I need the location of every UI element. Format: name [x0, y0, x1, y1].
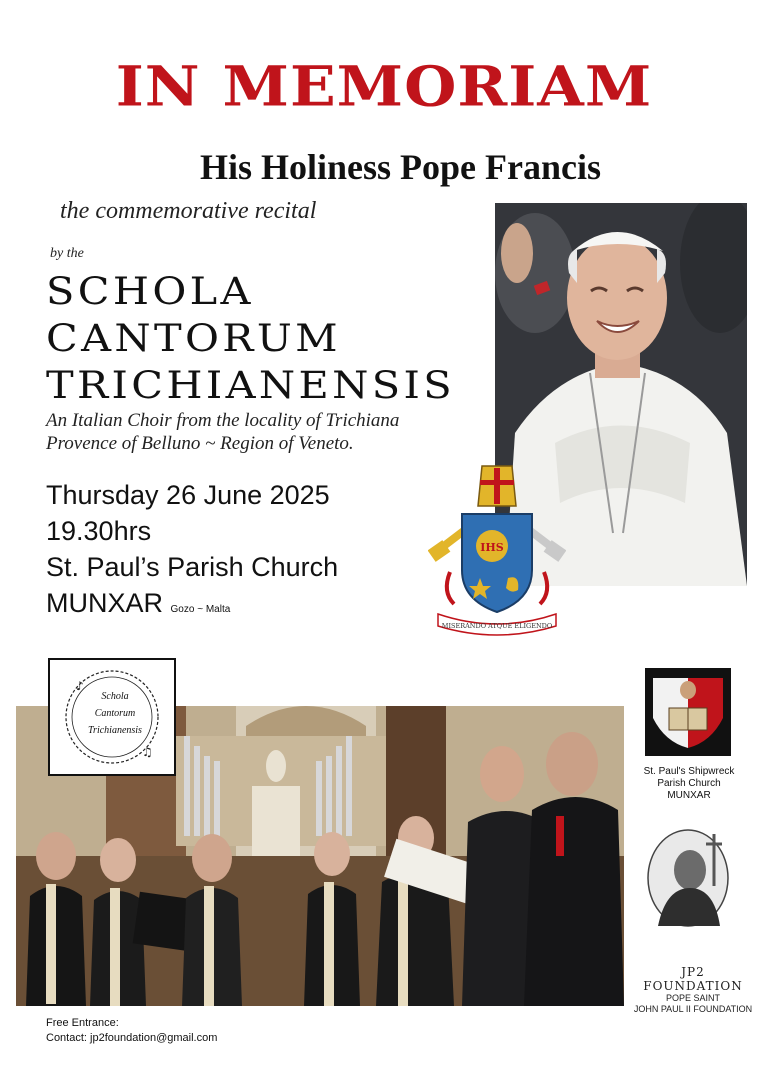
coat-monogram: IHS: [480, 541, 504, 554]
svg-text:♫: ♫: [142, 745, 153, 759]
coat-of-arms: [428, 462, 566, 636]
parish-line-2: Parish Church: [657, 778, 721, 789]
coat-motto: MISERANDO ATQUE ELIGENDO: [441, 622, 553, 630]
choir-description-line-2: Provence of Belluno ~ Region of Veneto.: [46, 433, 354, 454]
choir-name-line-1: SCHOLA: [46, 270, 254, 313]
choir-name-line-2: CANTORUM: [46, 317, 341, 360]
recital-caption: the commemorative recital: [60, 198, 317, 224]
free-entrance: Free Entrance:: [46, 1017, 119, 1029]
footer: [46, 1016, 217, 1046]
jp2-foundation-caption: [618, 965, 768, 1015]
choir-logo-text: [70, 688, 160, 739]
choir-logo-line-1: Schola: [101, 691, 129, 702]
jp2-sub-2: JOHN PAUL II FOUNDATION: [633, 1004, 753, 1014]
jp2-title-2: FOUNDATION: [643, 979, 743, 993]
parish-line-3: MUNXAR: [667, 790, 711, 801]
parish-emblem: [645, 668, 731, 756]
choir-name-line-3: TRICHIANENSIS: [46, 364, 455, 407]
jp2-title: JP2: [681, 965, 705, 979]
event-time: 19.30hrs: [46, 516, 152, 546]
page-title: IN MEMORIAM: [115, 54, 653, 120]
parish-caption: [624, 766, 754, 802]
event-locality-note: Gozo ~ Malta: [170, 604, 231, 615]
event-locality-name: MUNXAR: [46, 588, 164, 618]
choir-logo-line-3: Trichianensis: [88, 725, 142, 736]
event-date: Thursday 26 June 2025: [46, 480, 330, 510]
svg-text:♪: ♪: [76, 679, 84, 693]
choir-logo: [48, 658, 176, 776]
choir-logo-line-2: Cantorum: [94, 708, 136, 719]
jp2-sub-1: POPE SAINT: [665, 993, 720, 1003]
choir-description-line-1: An Italian Choir from the locality of Trichiana: [46, 410, 400, 431]
event-venue: St. Paul’s Parish Church: [46, 552, 339, 582]
page-subtitle: His Holiness Pope Francis: [200, 147, 602, 187]
event-locality: [46, 588, 230, 619]
jp2-foundation-emblem: [636, 826, 740, 930]
parish-line-1: St. Paul's Shipwreck: [643, 766, 735, 777]
by-the-caption: by the: [50, 246, 84, 261]
contact-email: Contact: jp2foundation@gmail.com: [46, 1032, 218, 1044]
